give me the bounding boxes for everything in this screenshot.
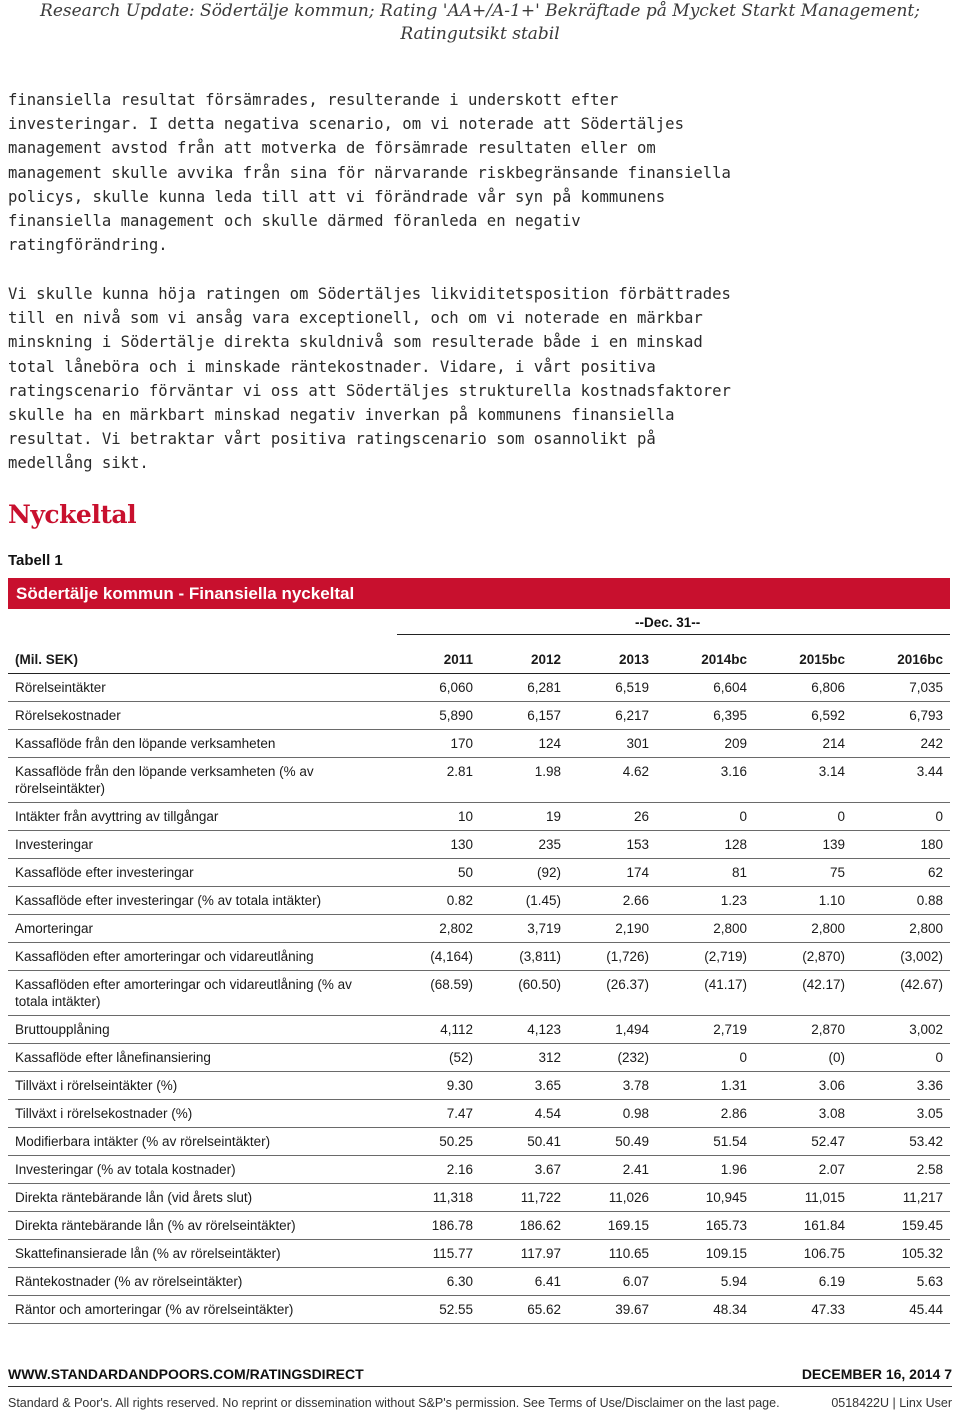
row-value: 52.55 bbox=[391, 1296, 480, 1324]
row-label: Kassaflöde efter investeringar (% av totala intäkter) bbox=[8, 887, 391, 915]
row-value: 117.97 bbox=[480, 1240, 568, 1268]
row-value: 165.73 bbox=[656, 1212, 754, 1240]
row-value: 2,800 bbox=[852, 915, 950, 943]
row-value: (232) bbox=[568, 1044, 656, 1072]
row-value: 11,026 bbox=[568, 1184, 656, 1212]
row-value: 62 bbox=[852, 859, 950, 887]
row-value: 110.65 bbox=[568, 1240, 656, 1268]
row-value: 3.06 bbox=[754, 1072, 852, 1100]
table-title-banner: Södertälje kommun - Finansiella nyckeltal bbox=[8, 578, 950, 609]
row-value: 153 bbox=[568, 831, 656, 859]
row-value: (68.59) bbox=[391, 971, 480, 1016]
row-value: 5,890 bbox=[391, 702, 480, 730]
footer-doc-id: 0518422U | Linx User bbox=[831, 1396, 952, 1410]
row-value: 161.84 bbox=[754, 1212, 852, 1240]
row-value: 209 bbox=[656, 730, 754, 758]
row-label: Amorteringar bbox=[8, 915, 391, 943]
row-value: 2,800 bbox=[656, 915, 754, 943]
row-value: 51.54 bbox=[656, 1128, 754, 1156]
row-value: 115.77 bbox=[391, 1240, 480, 1268]
row-value: 5.63 bbox=[852, 1268, 950, 1296]
row-value: 6,519 bbox=[568, 674, 656, 702]
table-row bbox=[8, 1016, 950, 1044]
row-value: 2,719 bbox=[656, 1016, 754, 1044]
row-value: 242 bbox=[852, 730, 950, 758]
body-paragraph-1: finansiella resultat försämrades, resulterande i underskott efter investeringar. I detta negativa scenario, om vi noterade att Södertäljes management avstod från att motverka de försämrade resultaten eller om management skulle avvika från sina för närvarande riskbegränsande finansiella policys, skulle kunna leda till att vi förändrade vår syn på kommunens finansiella management och skulle därmed föranleda en negativ ratingförändring. bbox=[8, 91, 731, 255]
row-value: 75 bbox=[754, 859, 852, 887]
table-date-caption bbox=[397, 611, 950, 635]
table-row bbox=[8, 758, 950, 803]
table-row bbox=[8, 1240, 950, 1268]
row-value: 0 bbox=[754, 803, 852, 831]
row-value: 312 bbox=[480, 1044, 568, 1072]
row-label: Kassaflöden efter amorteringar och vidareutlåning (% av totala intäkter) bbox=[8, 971, 391, 1016]
row-label: Investeringar (% av totala kostnader) bbox=[8, 1156, 391, 1184]
row-value: (60.50) bbox=[480, 971, 568, 1016]
footer-divider bbox=[8, 1386, 952, 1387]
row-value: 1.96 bbox=[656, 1156, 754, 1184]
row-label: Modifierbara intäkter (% av rörelseintäkter) bbox=[8, 1128, 391, 1156]
row-value: 48.34 bbox=[656, 1296, 754, 1324]
row-label: Investeringar bbox=[8, 831, 391, 859]
row-value: 50.49 bbox=[568, 1128, 656, 1156]
row-value: 11,217 bbox=[852, 1184, 950, 1212]
row-value: 6,604 bbox=[656, 674, 754, 702]
row-value: 6.07 bbox=[568, 1268, 656, 1296]
row-value: 4,112 bbox=[391, 1016, 480, 1044]
row-value: (42.67) bbox=[852, 971, 950, 1016]
row-value: 3.08 bbox=[754, 1100, 852, 1128]
row-value: 214 bbox=[754, 730, 852, 758]
table-row bbox=[8, 1268, 950, 1296]
row-value: 11,015 bbox=[754, 1184, 852, 1212]
row-value: 47.33 bbox=[754, 1296, 852, 1324]
row-value: 235 bbox=[480, 831, 568, 859]
row-value: 3.05 bbox=[852, 1100, 950, 1128]
table-row bbox=[8, 859, 950, 887]
row-value: (1,726) bbox=[568, 943, 656, 971]
row-value: 6,592 bbox=[754, 702, 852, 730]
row-value: 6,281 bbox=[480, 674, 568, 702]
row-value: 50 bbox=[391, 859, 480, 887]
row-value: 3.67 bbox=[480, 1156, 568, 1184]
row-value: 139 bbox=[754, 831, 852, 859]
table-row bbox=[8, 915, 950, 943]
row-value: 0 bbox=[656, 803, 754, 831]
row-value: (42.17) bbox=[754, 971, 852, 1016]
year-header: 2011 bbox=[391, 646, 480, 674]
row-value: 3.16 bbox=[656, 758, 754, 803]
row-value: 4.62 bbox=[568, 758, 656, 803]
row-label: Kassaflöden efter amorteringar och vidareutlåning bbox=[8, 943, 391, 971]
row-value: 6.19 bbox=[754, 1268, 852, 1296]
row-value: 180 bbox=[852, 831, 950, 859]
row-label: Skattefinansierade lån (% av rörelseintäkter) bbox=[8, 1240, 391, 1268]
table-row bbox=[8, 887, 950, 915]
row-value: 6,217 bbox=[568, 702, 656, 730]
table-body bbox=[8, 674, 950, 1324]
table-row bbox=[8, 1156, 950, 1184]
table-row bbox=[8, 1212, 950, 1240]
row-value: (2,870) bbox=[754, 943, 852, 971]
table-row bbox=[8, 971, 950, 1016]
footer-copyright: Standard & Poor's. All rights reserved. No reprint or dissemination without S&P's permission. See Terms of Use/Disclaimer on the last page. bbox=[8, 1396, 780, 1410]
row-value: 169.15 bbox=[568, 1212, 656, 1240]
row-value: 301 bbox=[568, 730, 656, 758]
row-value: 19 bbox=[480, 803, 568, 831]
row-value: 159.45 bbox=[852, 1212, 950, 1240]
financial-metrics-table bbox=[8, 646, 950, 1324]
row-value: 65.62 bbox=[480, 1296, 568, 1324]
table-row bbox=[8, 674, 950, 702]
table-row bbox=[8, 803, 950, 831]
row-value: (26.37) bbox=[568, 971, 656, 1016]
table-row bbox=[8, 943, 950, 971]
row-value: 5.94 bbox=[656, 1268, 754, 1296]
row-value: 50.25 bbox=[391, 1128, 480, 1156]
row-value: 109.15 bbox=[656, 1240, 754, 1268]
row-value: 53.42 bbox=[852, 1128, 950, 1156]
row-value: 3.44 bbox=[852, 758, 950, 803]
row-value: 186.78 bbox=[391, 1212, 480, 1240]
row-label: Räntor och amorteringar (% av rörelseintäkter) bbox=[8, 1296, 391, 1324]
row-value: 2.07 bbox=[754, 1156, 852, 1184]
row-label: Direkta räntebärande lån (% av rörelseintäkter) bbox=[8, 1212, 391, 1240]
row-value: 52.47 bbox=[754, 1128, 852, 1156]
row-value: 0 bbox=[852, 803, 950, 831]
body-paragraph-2: Vi skulle kunna höja ratingen om Södertäljes likviditetsposition förbättrades till en nivå som vi ansåg vara exceptionell, och om vi noterade en märkbar minskning i Södertälje direkta skuldnivå som resulterade både i en minskad total låneböra och i minskade räntekostnader. Vidare, i vårt positiva ratingscenario förväntar vi oss att Södertäljes strukturella kostnadsfaktorer skulle ha en märkbart minskad negativ inverkan på kommunens finansiella resultat. Vi betraktar vårt positiva ratingscenario som osannolikt på medellång sikt. bbox=[8, 285, 731, 473]
row-value: 2.58 bbox=[852, 1156, 950, 1184]
year-header: 2015bc bbox=[754, 646, 852, 674]
row-value: 0 bbox=[852, 1044, 950, 1072]
table-header-row bbox=[8, 646, 950, 674]
row-value: 106.75 bbox=[754, 1240, 852, 1268]
row-value: 124 bbox=[480, 730, 568, 758]
row-value: 3.65 bbox=[480, 1072, 568, 1100]
row-value: 6,806 bbox=[754, 674, 852, 702]
row-value: 4,123 bbox=[480, 1016, 568, 1044]
table-row bbox=[8, 1044, 950, 1072]
table-row bbox=[8, 1072, 950, 1100]
table-row bbox=[8, 1296, 950, 1324]
row-value: 1.98 bbox=[480, 758, 568, 803]
row-value: 170 bbox=[391, 730, 480, 758]
row-label: Räntekostnader (% av rörelseintäkter) bbox=[8, 1268, 391, 1296]
year-header: 2014bc bbox=[656, 646, 754, 674]
row-value: 186.62 bbox=[480, 1212, 568, 1240]
row-value: 6,395 bbox=[656, 702, 754, 730]
row-value: 6,793 bbox=[852, 702, 950, 730]
row-value: 2.41 bbox=[568, 1156, 656, 1184]
footer-site-link[interactable]: WWW.STANDARDANDPOORS.COM/RATINGSDIRECT bbox=[8, 1366, 364, 1382]
row-label: Rörelseintäkter bbox=[8, 674, 391, 702]
row-value: (52) bbox=[391, 1044, 480, 1072]
row-value: 50.41 bbox=[480, 1128, 568, 1156]
row-value: 6,060 bbox=[391, 674, 480, 702]
row-value: 11,722 bbox=[480, 1184, 568, 1212]
row-value: 2.66 bbox=[568, 887, 656, 915]
row-value: 10,945 bbox=[656, 1184, 754, 1212]
table-label: Tabell 1 bbox=[8, 552, 63, 569]
row-value: 7.47 bbox=[391, 1100, 480, 1128]
row-label: Tillväxt i rörelseintäkter (%) bbox=[8, 1072, 391, 1100]
row-value: 6.30 bbox=[391, 1268, 480, 1296]
row-value: 7,035 bbox=[852, 674, 950, 702]
row-value: (1.45) bbox=[480, 887, 568, 915]
row-label: Bruttoupplåning bbox=[8, 1016, 391, 1044]
row-value: 2.16 bbox=[391, 1156, 480, 1184]
row-value: 3,719 bbox=[480, 915, 568, 943]
table-row bbox=[8, 1184, 950, 1212]
row-value: 2,802 bbox=[391, 915, 480, 943]
row-value: 2,190 bbox=[568, 915, 656, 943]
row-value: 2.81 bbox=[391, 758, 480, 803]
row-value: 9.30 bbox=[391, 1072, 480, 1100]
row-value: 3,002 bbox=[852, 1016, 950, 1044]
row-value: (41.17) bbox=[656, 971, 754, 1016]
table-row bbox=[8, 1128, 950, 1156]
row-value: 0.82 bbox=[391, 887, 480, 915]
row-value: 6.41 bbox=[480, 1268, 568, 1296]
table-row bbox=[8, 1100, 950, 1128]
document-header-title: Research Update: Södertälje kommun; Rating 'AA+/A-1+' Bekräftade på Mycket Starkt Management; Ratingutsikt stabil bbox=[40, 1, 920, 44]
row-value: 1,494 bbox=[568, 1016, 656, 1044]
row-value: (2,719) bbox=[656, 943, 754, 971]
row-label: Kassaflöde från den löpande verksamheten (% av rörelseintäkter) bbox=[8, 758, 391, 803]
row-label: Intäkter från avyttring av tillgångar bbox=[8, 803, 391, 831]
row-label: Tillväxt i rörelsekostnader (%) bbox=[8, 1100, 391, 1128]
row-value: 4.54 bbox=[480, 1100, 568, 1128]
year-header: 2012 bbox=[480, 646, 568, 674]
year-header: 2013 bbox=[568, 646, 656, 674]
row-value: 3.36 bbox=[852, 1072, 950, 1100]
row-value: 0.88 bbox=[852, 887, 950, 915]
row-value: 3.78 bbox=[568, 1072, 656, 1100]
row-value: 10 bbox=[391, 803, 480, 831]
year-header: 2016bc bbox=[852, 646, 950, 674]
row-value: (3,811) bbox=[480, 943, 568, 971]
footer-date-page: DECEMBER 16, 2014 7 bbox=[801, 1366, 952, 1382]
row-value: 1.31 bbox=[656, 1072, 754, 1100]
row-label: Kassaflöde efter investeringar bbox=[8, 859, 391, 887]
row-value: 39.67 bbox=[568, 1296, 656, 1324]
row-value: 26 bbox=[568, 803, 656, 831]
row-value: 45.44 bbox=[852, 1296, 950, 1324]
row-label: Kassaflöde efter lånefinansiering bbox=[8, 1044, 391, 1072]
section-heading: Nyckeltal bbox=[8, 500, 137, 529]
row-value: 0 bbox=[656, 1044, 754, 1072]
table-row bbox=[8, 730, 950, 758]
row-value: 6,157 bbox=[480, 702, 568, 730]
row-value: 11,318 bbox=[391, 1184, 480, 1212]
table-row bbox=[8, 702, 950, 730]
table-row bbox=[8, 831, 950, 859]
row-label: Direkta räntebärande lån (vid årets slut) bbox=[8, 1184, 391, 1212]
row-value: 2.86 bbox=[656, 1100, 754, 1128]
row-value: 1.10 bbox=[754, 887, 852, 915]
row-value: 130 bbox=[391, 831, 480, 859]
row-label: Rörelsekostnader bbox=[8, 702, 391, 730]
row-value: 2,800 bbox=[754, 915, 852, 943]
row-value: (0) bbox=[754, 1044, 852, 1072]
row-value: 105.32 bbox=[852, 1240, 950, 1268]
row-value: 128 bbox=[656, 831, 754, 859]
row-value: (92) bbox=[480, 859, 568, 887]
row-label: Kassaflöde från den löpande verksamheten bbox=[8, 730, 391, 758]
row-value: 0.98 bbox=[568, 1100, 656, 1128]
row-value: 3.14 bbox=[754, 758, 852, 803]
date-caption-text: --Dec. 31-- bbox=[635, 615, 701, 630]
row-value: 81 bbox=[656, 859, 754, 887]
row-value: (3,002) bbox=[852, 943, 950, 971]
row-value: (4,164) bbox=[391, 943, 480, 971]
row-value: 2,870 bbox=[754, 1016, 852, 1044]
row-value: 174 bbox=[568, 859, 656, 887]
row-value: 1.23 bbox=[656, 887, 754, 915]
unit-header: (Mil. SEK) bbox=[8, 646, 391, 674]
